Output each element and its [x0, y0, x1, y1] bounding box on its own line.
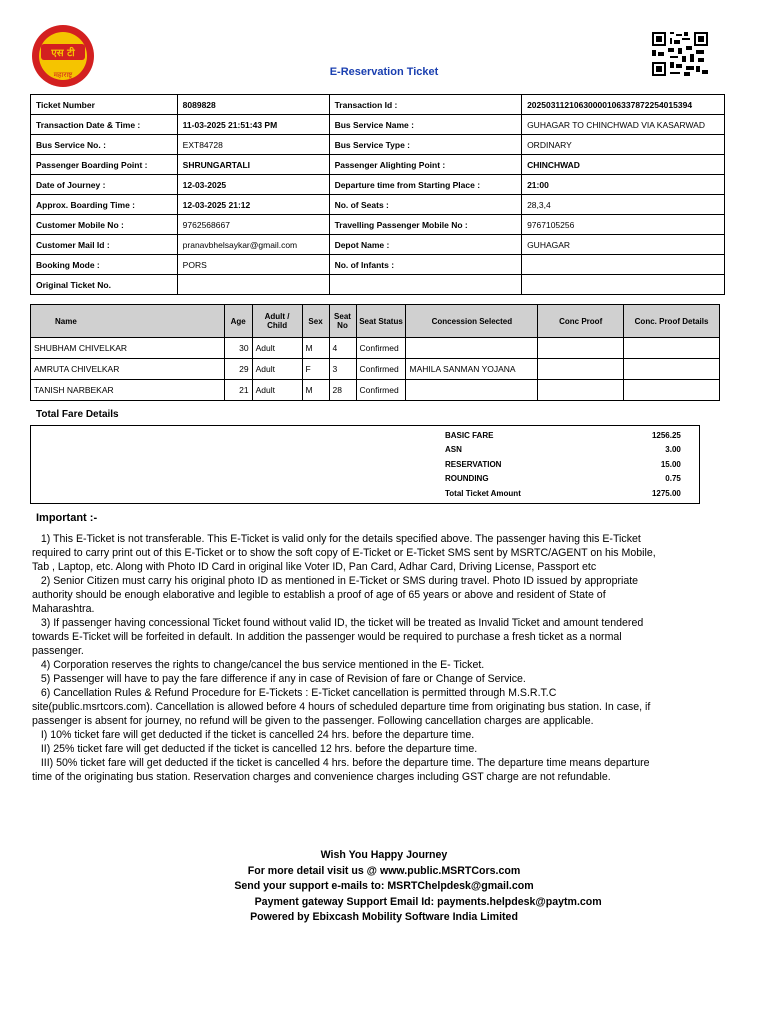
fare-label: ASN: [445, 445, 462, 455]
info-label: No. of Infants :: [329, 255, 522, 275]
info-label: Bus Service Name :: [329, 115, 522, 135]
info-row: [31, 115, 725, 135]
info-label: Transaction Date & Time :: [31, 115, 178, 135]
info-value: 12-03-2025: [177, 175, 329, 195]
pax-concession: MAHILA SANMAN YOJANA: [406, 359, 538, 380]
fare-amount: 15.00: [660, 459, 681, 469]
info-label: Bus Service Type :: [329, 135, 522, 155]
pax-header-cell: Name: [31, 305, 225, 338]
info-label: Transaction Id :: [329, 95, 522, 115]
total-fare-title: Total Fare Details: [36, 409, 119, 420]
info-value: [522, 275, 725, 295]
logo-text-bottom: महाराष्ट्र: [53, 71, 73, 79]
info-value: SHRUNGARTALI: [177, 155, 329, 175]
pax-name: TANISH NARBEKAR: [31, 380, 225, 401]
info-row: [31, 95, 725, 115]
info-value: [177, 275, 329, 295]
note-item: II) 25% ticket fare will get deducted if the ticket is cancelled 12 hrs. before the departure time.: [32, 743, 478, 755]
pax-header-cell: Age: [224, 305, 252, 338]
pax-header-cell: Conc Proof: [538, 305, 624, 338]
pax-name: SHUBHAM CHIVELKAR: [31, 338, 225, 359]
info-value: CHINCHWAD: [522, 155, 725, 175]
pax-sex: M: [302, 338, 329, 359]
fare-amount: 3.00: [665, 445, 681, 455]
pax-details: [624, 359, 720, 380]
info-label: [329, 275, 522, 295]
pax-concession: [406, 338, 538, 359]
info-label: Bus Service No. :: [31, 135, 178, 155]
info-label: Ticket Number: [31, 95, 178, 115]
pax-header-cell: Seat No: [329, 305, 356, 338]
pax-seat: 28: [329, 380, 356, 401]
pax-proof: [538, 338, 624, 359]
note-item: 1) This E-Ticket is not transferable. This E-Ticket is valid only for the details specified above. The passenger having this E-Ticket required to carry print out of this E-Ticket or to show the soft copy of E-Ticket or E-Ticket SMS sent by MSRTC/AGENT on his Mobile, Tab , Laptop, etc. Along with Photo ID Card in original like Voter ID, Pan Card, Adhar Card, Driving License, Passport etc: [32, 533, 656, 573]
pax-name: AMRUTA CHIVELKAR: [31, 359, 225, 380]
fare-row: [440, 457, 686, 472]
info-row: [31, 215, 725, 235]
info-value: 28,3,4: [522, 195, 725, 215]
footer-line: Payment gateway Support Email Id: payments.helpdesk@paytm.com: [166, 895, 602, 908]
fare-row: [440, 443, 686, 458]
info-label: Passenger Boarding Point :: [31, 155, 178, 175]
info-row: [31, 275, 725, 295]
pax-age: 21: [224, 380, 252, 401]
info-row: [31, 175, 725, 195]
pax-concession: [406, 380, 538, 401]
fare-table: [440, 428, 686, 501]
info-label: Approx. Boarding Time :: [31, 195, 178, 215]
pax-header-cell: Concession Selected: [406, 305, 538, 338]
note-item: 2) Senior Citizen must carry his original photo ID as mentioned in E-Ticket or SMS during travel. Photo ID issued by appropriate authority should be enough elaborative and legible to establish a proof of age of 65 years or above and resident of State of Maharashtra.: [32, 575, 639, 615]
info-value: 21:00: [522, 175, 725, 195]
fare-amount: 1256.25: [651, 430, 681, 440]
fare-row: [440, 472, 686, 487]
info-value: 12-03-2025 21:12: [177, 195, 329, 215]
pax-header-cell: Sex: [302, 305, 329, 338]
fare-amount: 0.75: [665, 474, 681, 484]
note-item: I) 10% ticket fare will get deducted if the ticket is cancelled 24 hrs. before the departure time.: [32, 729, 475, 741]
pax-age: 29: [224, 359, 252, 380]
logo-text-top: एस टी: [51, 48, 75, 59]
pax-type: Adult: [252, 359, 302, 380]
info-row: [31, 235, 725, 255]
pax-header-cell: Conc. Proof Details: [624, 305, 720, 338]
info-row: [31, 255, 725, 275]
footer-line: For more detail visit us @ www.public.MSRTCors.com: [247, 864, 521, 877]
msrtc-logo: [28, 22, 98, 92]
info-value: GUHAGAR: [522, 235, 725, 255]
pax-seat: 3: [329, 359, 356, 380]
info-value: 9767105256: [522, 215, 725, 235]
pax-age: 30: [224, 338, 252, 359]
fare-row: [440, 486, 686, 501]
footer: [0, 848, 768, 926]
table-row: [31, 338, 720, 359]
ticket-info-table: [30, 94, 725, 295]
pax-sex: M: [302, 380, 329, 401]
note-item: 6) Cancellation Rules & Refund Procedure for E-Tickets : E-Ticket cancellation is permitted through M.S.R.T.C site(public.msrtcors.com). Cancellation is allowed before 4 hours of scheduled departure time from originating bus station. In case, if passenger is absent for journey, no refund will be given to the passenger. Following cancellation charges are applicable.: [32, 687, 651, 727]
footer-line: Send your support e-mails to: MSRTChelpdesk@gmail.com: [234, 880, 534, 892]
pax-seat: 4: [329, 338, 356, 359]
pax-details: [624, 338, 720, 359]
fare-amount: 1275.00: [651, 488, 681, 498]
pax-type: Adult: [252, 338, 302, 359]
page-title: E-Reservation Ticket: [329, 66, 439, 78]
info-label: Customer Mail Id :: [31, 235, 178, 255]
info-value: 8089828: [177, 95, 329, 115]
fare-label: RESERVATION: [445, 459, 502, 469]
pax-proof: [538, 380, 624, 401]
info-value: [522, 255, 725, 275]
info-value: EXT84728: [177, 135, 329, 155]
footer-line: Wish You Happy Journey: [320, 849, 448, 861]
pax-type: Adult: [252, 380, 302, 401]
pax-status: Confirmed: [356, 380, 406, 401]
info-label: Travelling Passenger Mobile No :: [329, 215, 522, 235]
info-value: pranavbhelsaykar@gmail.com: [177, 235, 329, 255]
pax-details: [624, 380, 720, 401]
info-label: No. of Seats :: [329, 195, 522, 215]
note-item: III) 50% ticket fare will get deducted if the ticket is cancelled 4 hrs. before the departure time. The departure time means departure time of the originating bus station. Reservation charges and convenience charges including GST charge are not refundable.: [32, 757, 650, 783]
info-label: Date of Journey :: [31, 175, 178, 195]
important-notes: [32, 532, 662, 784]
fare-label: ROUNDING: [445, 474, 489, 484]
fare-label: Total Ticket Amount: [445, 488, 521, 498]
info-label: Depot Name :: [329, 235, 522, 255]
info-label: Departure time from Starting Place :: [329, 175, 522, 195]
info-value: 20250311210630000106337872254015394: [522, 95, 725, 115]
note-item: 5) Passenger will have to pay the fare difference if any in case of Revision of fare or Change of Service.: [32, 673, 526, 685]
note-item: 4) Corporation reserves the rights to change/cancel the bus service mentioned in the E- Ticket.: [32, 659, 485, 671]
pax-sex: F: [302, 359, 329, 380]
pax-proof: [538, 359, 624, 380]
passenger-table: [30, 304, 720, 401]
info-row: [31, 135, 725, 155]
important-title: Important :-: [36, 512, 98, 524]
info-label: Customer Mobile No :: [31, 215, 178, 235]
footer-line: Powered by Ebixcash Mobility Software India Limited: [250, 911, 518, 923]
pax-status: Confirmed: [356, 338, 406, 359]
note-item: 3) If passenger having concessional Ticket found without valid ID, the ticket will be treated as Invalid Ticket and amount tendered towards E-Ticket will be forfeited in default. In addition the passenger would be required to purchase a fresh ticket as a normal passenger.: [32, 617, 644, 657]
info-value: 9762568667: [177, 215, 329, 235]
info-label: Passenger Alighting Point :: [329, 155, 522, 175]
info-label: Booking Mode :: [31, 255, 178, 275]
table-row: [31, 359, 720, 380]
info-row: [31, 195, 725, 215]
info-value: ORDINARY: [522, 135, 725, 155]
pax-header-cell: Adult / Child: [252, 305, 302, 338]
info-value: GUHAGAR TO CHINCHWAD VIA KASARWAD: [522, 115, 725, 135]
info-value: PORS: [177, 255, 329, 275]
info-row: [31, 155, 725, 175]
fare-row: [440, 428, 686, 443]
info-label: Original Ticket No.: [31, 275, 178, 295]
pax-header-cell: Seat Status: [356, 305, 406, 338]
fare-label: BASIC FARE: [445, 430, 494, 440]
pax-status: Confirmed: [356, 359, 406, 380]
table-row: [31, 380, 720, 401]
info-value: 11-03-2025 21:51:43 PM: [177, 115, 329, 135]
